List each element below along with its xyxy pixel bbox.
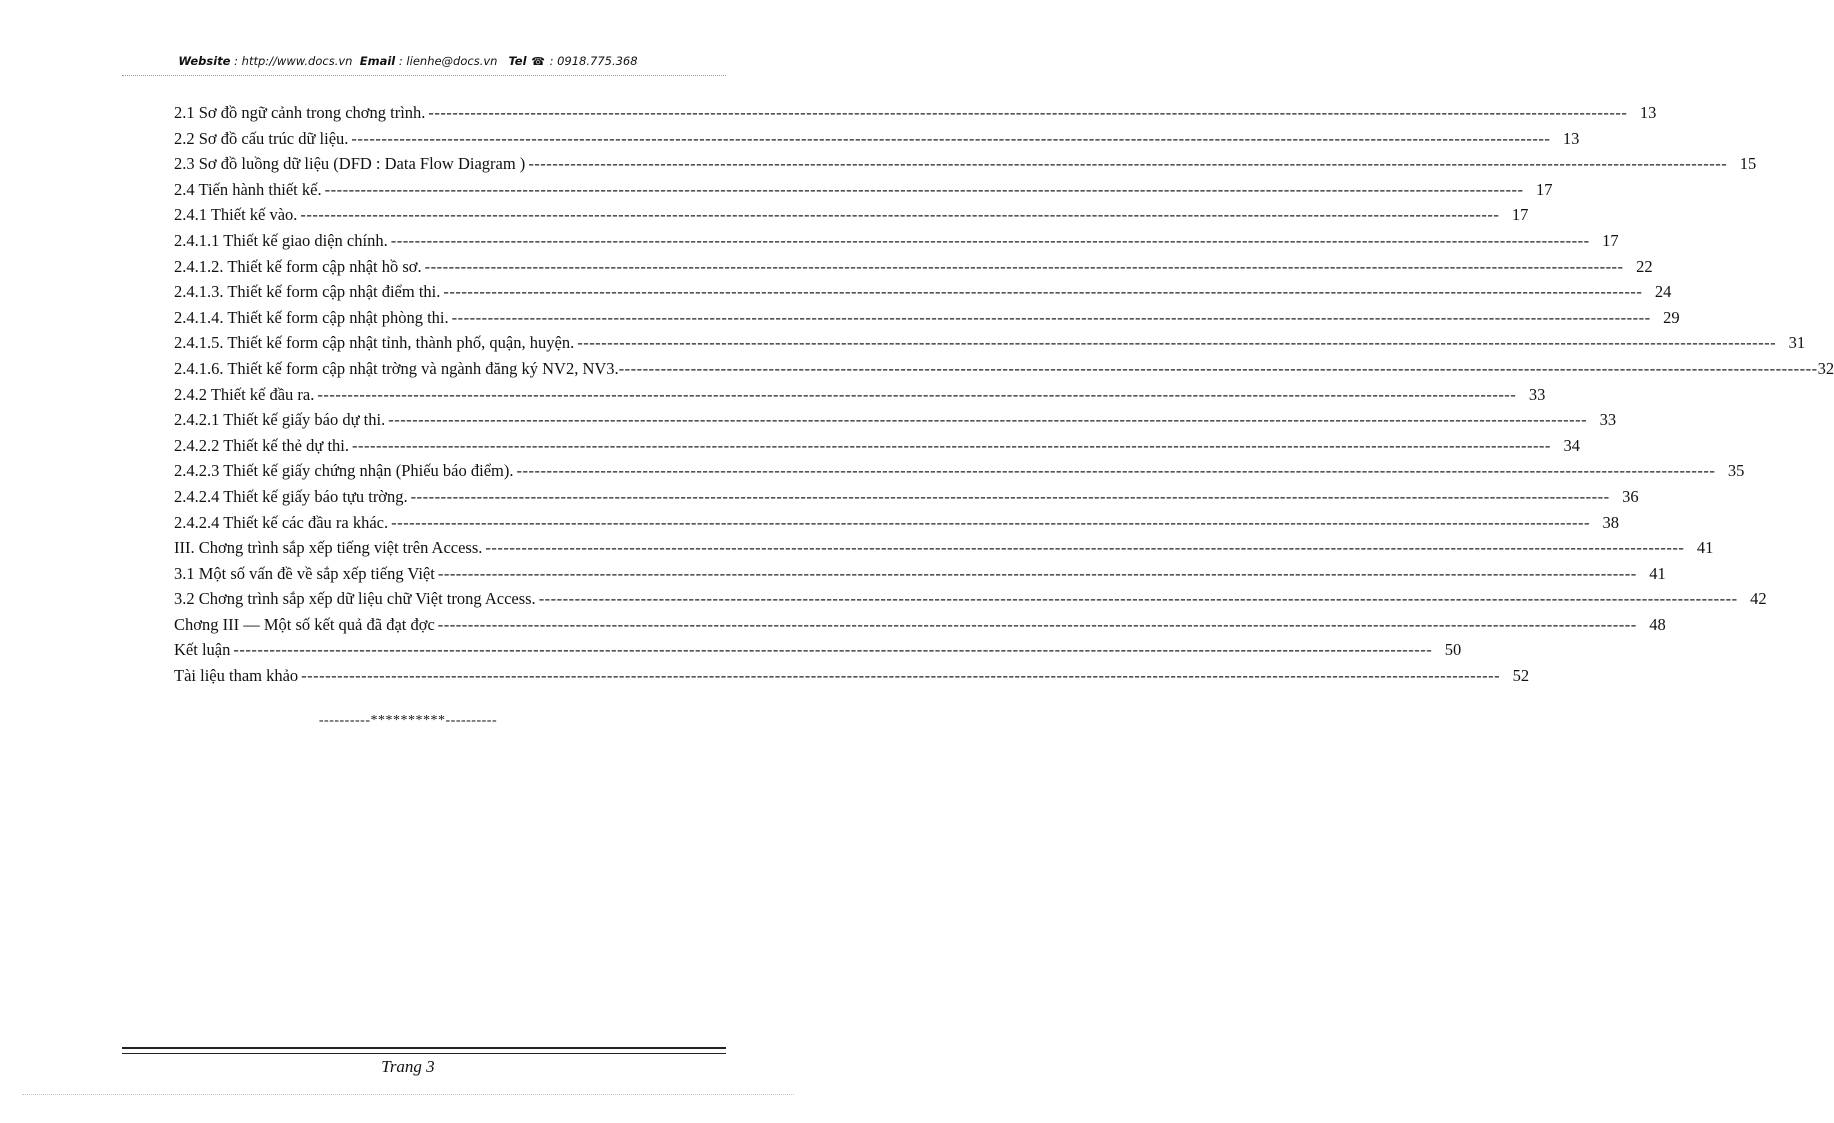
toc-entry-leader: -------------------------------------------------------------------------------------------------------------------------------------------------------------------------------------------------------- bbox=[516, 461, 1716, 481]
toc-entry-page: 42 bbox=[1750, 589, 1767, 609]
toc-entry-title: Kết luận bbox=[174, 640, 231, 660]
toc-entry bbox=[174, 538, 1714, 564]
toc-entry-page: 33 bbox=[1528, 384, 1546, 404]
toc-entry bbox=[174, 179, 1553, 206]
toc-entry bbox=[174, 103, 1657, 129]
toc-entry-title: 2.4.2.2 Thiết kế thẻ dự thi. bbox=[174, 435, 349, 455]
toc-entry bbox=[174, 154, 1757, 180]
toc-entry-leader: -------------------------------------------------------------------------------------------------------------------------------------------------------------------------------------------------------- bbox=[233, 640, 1433, 660]
toc-entry-title: 3.2 Chơng trình sắp xếp dữ liệu chữ Việt trong Access. bbox=[174, 589, 536, 609]
toc-entry-title: 2.4 Tiến hành thiết kế. bbox=[174, 179, 322, 199]
toc-entry bbox=[174, 230, 1619, 257]
toc-entry-title: 2.4.2.3 Thiết kế giấy chứng nhận (Phiếu báo điểm). bbox=[174, 461, 514, 481]
toc-entry-title: III. Chơng trình sắp xếp tiếng việt trên Access. bbox=[174, 538, 483, 558]
toc-entry-title: 2.4.1.5. Thiết kế form cập nhật tỉnh, thành phố, quận, huyện. bbox=[174, 333, 575, 353]
toc-entry-title: 2.4.1.1 Thiết kế giao diện chính. bbox=[174, 230, 388, 250]
toc-entry-page: 31 bbox=[1788, 333, 1806, 353]
page-header bbox=[0, 54, 816, 68]
toc-entry-leader: -------------------------------------------------------------------------------------------------------------------------------------------------------------------------------------------------------- bbox=[351, 128, 1551, 148]
toc-entry-title: 2.4.2 Thiết kế đầu ra. bbox=[174, 384, 315, 404]
toc-entry-page: 35 bbox=[1727, 461, 1745, 481]
toc-entry-leader: -------------------------------------------------------------------------------------------------------------------------------------------------------------------------------------------------------- bbox=[317, 384, 1517, 404]
toc-entry-page: 29 bbox=[1663, 307, 1680, 327]
toc-entry bbox=[174, 384, 1546, 411]
toc-entry bbox=[174, 307, 1680, 334]
website-label: Website bbox=[178, 54, 231, 68]
footer-divider bbox=[122, 1047, 726, 1054]
header-divider bbox=[122, 75, 726, 76]
telephone-icon: ☎ bbox=[531, 55, 545, 68]
toc-entry bbox=[174, 589, 1767, 615]
toc-entry-leader: -------------------------------------------------------------------------------------------------------------------------------------------------------------------------------------------------------- bbox=[577, 333, 1777, 353]
toc-entry-leader: -------------------------------------------------------------------------------------------------------------------------------------------------------------------------------------------------------- bbox=[618, 358, 1818, 378]
toc-entry-title: 2.4.2.4 Thiết kế giấy báo tựu trờng. bbox=[174, 486, 408, 506]
toc-entry-leader: -------------------------------------------------------------------------------------------------------------------------------------------------------------------------------------------------------- bbox=[390, 230, 1590, 250]
toc-entry-leader: -------------------------------------------------------------------------------------------------------------------------------------------------------------------------------------------------------- bbox=[428, 103, 1628, 122]
toc-entry bbox=[174, 410, 1617, 436]
toc-entry-title: 2.4.1.4. Thiết kế form cập nhật phòng thi. bbox=[174, 307, 449, 327]
page-number: Trang 3 bbox=[381, 1057, 435, 1076]
toc-entry-page: 34 bbox=[1563, 435, 1580, 455]
toc-entry-page: 33 bbox=[1599, 410, 1617, 430]
toc-entry bbox=[174, 461, 1745, 487]
toc-entry bbox=[174, 282, 1672, 308]
toc-entry-title: Chơng III — Một số kết quả đã đạt đợc bbox=[174, 614, 435, 634]
toc-entry-leader: -------------------------------------------------------------------------------------------------------------------------------------------------------------------------------------------------------- bbox=[324, 179, 1524, 199]
toc-entry-title: 2.1 Sơ đồ ngữ cảnh trong chơng trình. bbox=[174, 103, 426, 122]
toc-entry-leader: -------------------------------------------------------------------------------------------------------------------------------------------------------------------------------------------------------- bbox=[352, 435, 1551, 455]
toc-entry-page: 13 bbox=[1639, 103, 1657, 122]
toc-entry bbox=[174, 666, 1530, 692]
toc-entry-leader: -------------------------------------------------------------------------------------------------------------------------------------------------------------------------------------------------------- bbox=[528, 154, 1728, 174]
toc-entry-leader: -------------------------------------------------------------------------------------------------------------------------------------------------------------------------------------------------------- bbox=[443, 282, 1643, 302]
toc-entry-title: 2.4.1.6. Thiết kế form cập nhật trờng và ngành đăng ký NV2, NV3. bbox=[174, 358, 619, 378]
toc-entry-title: 3.1 Một số vấn đề về sắp xếp tiếng Việt bbox=[174, 563, 435, 583]
toc-entry-title: 2.4.2.1 Thiết kế giấy báo dự thi. bbox=[174, 410, 386, 430]
toc-entry-page: 41 bbox=[1649, 563, 1666, 583]
table-of-contents bbox=[174, 103, 1834, 692]
toc-entry-page: 17 bbox=[1536, 179, 1553, 199]
toc-entry-leader: -------------------------------------------------------------------------------------------------------------------------------------------------------------------------------------------------------- bbox=[538, 589, 1738, 609]
toc-entry-title: 2.4.1.3. Thiết kế form cập nhật điểm thi. bbox=[174, 282, 441, 302]
website-value: : http://www.docs.vn bbox=[234, 54, 353, 68]
toc-entry-page: 32 bbox=[1817, 358, 1834, 378]
toc-entry bbox=[174, 563, 1666, 590]
toc-entry-leader: -------------------------------------------------------------------------------------------------------------------------------------------------------------------------------------------------------- bbox=[424, 256, 1624, 276]
toc-entry-title: 2.4.1.2. Thiết kế form cập nhật hồ sơ. bbox=[174, 256, 422, 276]
toc-entry bbox=[174, 512, 1620, 539]
email-value: : lienhe@docs.vn bbox=[398, 54, 498, 68]
toc-entry-page: 13 bbox=[1562, 128, 1580, 148]
toc-entry-page: 41 bbox=[1696, 538, 1714, 558]
toc-entry bbox=[174, 486, 1639, 513]
toc-entry-leader: -------------------------------------------------------------------------------------------------------------------------------------------------------------------------------------------------------- bbox=[388, 410, 1588, 430]
toc-entry-leader: -------------------------------------------------------------------------------------------------------------------------------------------------------------------------------------------------------- bbox=[410, 486, 1610, 506]
toc-entry-title: Tài liệu tham khảo bbox=[174, 666, 299, 686]
toc-entry-page: 15 bbox=[1739, 154, 1757, 174]
toc-entry-leader: -------------------------------------------------------------------------------------------------------------------------------------------------------------------------------------------------------- bbox=[437, 563, 1637, 583]
toc-entry-page: 36 bbox=[1622, 486, 1639, 506]
toc-entry-leader: -------------------------------------------------------------------------------------------------------------------------------------------------------------------------------------------------------- bbox=[485, 538, 1685, 558]
toc-entry-page: 17 bbox=[1511, 205, 1529, 225]
tel-label: Tel bbox=[508, 54, 527, 68]
toc-entry-page: 17 bbox=[1602, 230, 1619, 250]
tel-value: : 0918.775.368 bbox=[549, 54, 638, 68]
email-label: Email bbox=[359, 54, 396, 68]
toc-entry-leader: -------------------------------------------------------------------------------------------------------------------------------------------------------------------------------------------------------- bbox=[451, 307, 1651, 327]
toc-entry-leader: -------------------------------------------------------------------------------------------------------------------------------------------------------------------------------------------------------- bbox=[300, 205, 1500, 225]
toc-entry-title: 2.3 Sơ đồ luồng dữ liệu (DFD : Data Flow Diagram ) bbox=[174, 154, 526, 174]
toc-entry bbox=[174, 614, 1666, 641]
toc-entry-title: 2.4.2.4 Thiết kế các đầu ra khác. bbox=[174, 512, 389, 532]
toc-entry-page: 48 bbox=[1649, 614, 1666, 634]
toc-entry bbox=[174, 128, 1580, 155]
page-bottom-divider bbox=[22, 1094, 794, 1095]
section-separator: ----------**********---------- bbox=[318, 713, 498, 728]
toc-entry-page: 38 bbox=[1602, 512, 1620, 532]
toc-entry bbox=[174, 435, 1580, 462]
toc-entry-leader: -------------------------------------------------------------------------------------------------------------------------------------------------------------------------------------------------------- bbox=[301, 666, 1501, 686]
toc-entry bbox=[174, 333, 1806, 359]
toc-entry bbox=[174, 640, 1462, 666]
toc-entry-leader: -------------------------------------------------------------------------------------------------------------------------------------------------------------------------------------------------------- bbox=[437, 614, 1637, 634]
toc-entry-page: 22 bbox=[1636, 256, 1653, 276]
toc-entry-page: 50 bbox=[1444, 640, 1462, 660]
toc-entry bbox=[174, 358, 1834, 385]
toc-entry bbox=[174, 205, 1529, 231]
toc-entry-title: 2.4.1 Thiết kế vào. bbox=[174, 205, 298, 225]
toc-entry-page: 24 bbox=[1654, 282, 1672, 302]
toc-entry-leader: -------------------------------------------------------------------------------------------------------------------------------------------------------------------------------------------------------- bbox=[391, 512, 1591, 532]
toc-entry-title: 2.2 Sơ đồ cấu trúc dữ liệu. bbox=[174, 128, 349, 148]
toc-entry bbox=[174, 256, 1653, 283]
toc-entry-page: 52 bbox=[1512, 666, 1530, 686]
